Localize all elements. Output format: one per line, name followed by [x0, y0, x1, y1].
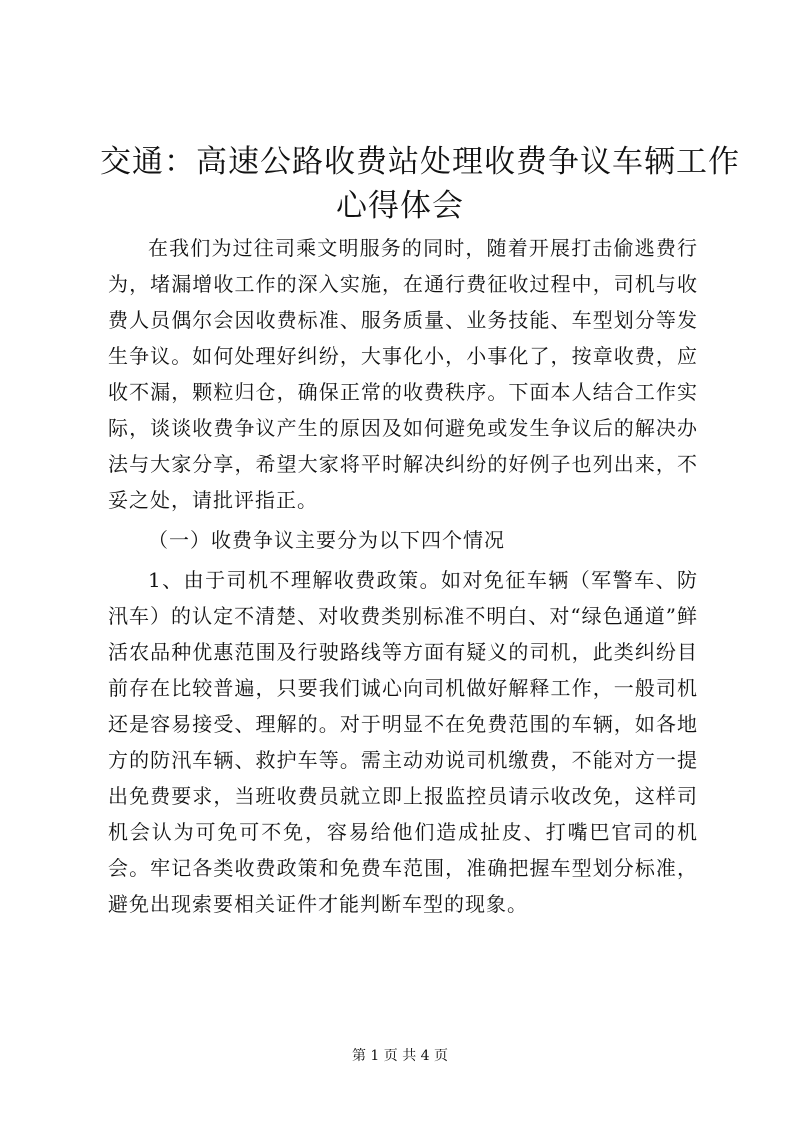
page-footer: 第 1 页 共 4 页 — [351, 1048, 449, 1064]
document-title — [100, 140, 740, 228]
title-line-1: 交通：高速公路收费站处理收费争议车辆工作 — [100, 144, 740, 180]
title-line-2: 心得体会 — [336, 188, 464, 224]
intro-paragraph: 在我们为过往司乘文明服务的同时，随着开展打击偷逃费行为，堵漏增收工作的深入实施，在通行费征收过程中，司机与收费人员偶尔会因收费标准、服务质量、业务技能、车型划分等发生争议。如何处理好纠纷，大事化小，小事化了，按章收费，应收不漏，颗粒归仓，确保正常的收费秩序。下面本人结合工作实际，谈谈收费争议产生的原因及如何避免或发生争议后的解决办法与大家分享，希望大家将平时解决纠纷的好例子也列出来，不妥之处，请批评指正。 — [108, 236, 698, 512]
point-1-paragraph: 1、由于司机不理解收费政策。如对免征车辆（军警车、防汛车）的认定不清楚、对收费类别标准不明白、对“绿色通道”鲜活农品种优惠范围及行驶路线等方面有疑义的司机，此类纠纷目前存在比较普遍，只要我们诚心向司机做好解释工作，一般司机还是容易接受、理解的。对于明显不在免费范围的车辆，如各地方的防汛车辆、救护车等。需主动劝说司机缴费，不能对方一提出免费要求，当班收费员就立即上报监控员请示收改免，这样司机会认为可免可不免，容易给他们造成扯皮、打嘴巴官司的机会。牢记各类收费政策和免费车范围，准确把握车型划分标准，避免出现索要相关证件才能判断车型的现象。 — [108, 568, 698, 916]
section-heading: （一）收费争议主要分为以下四个情况 — [148, 528, 505, 552]
document-body — [108, 230, 698, 922]
